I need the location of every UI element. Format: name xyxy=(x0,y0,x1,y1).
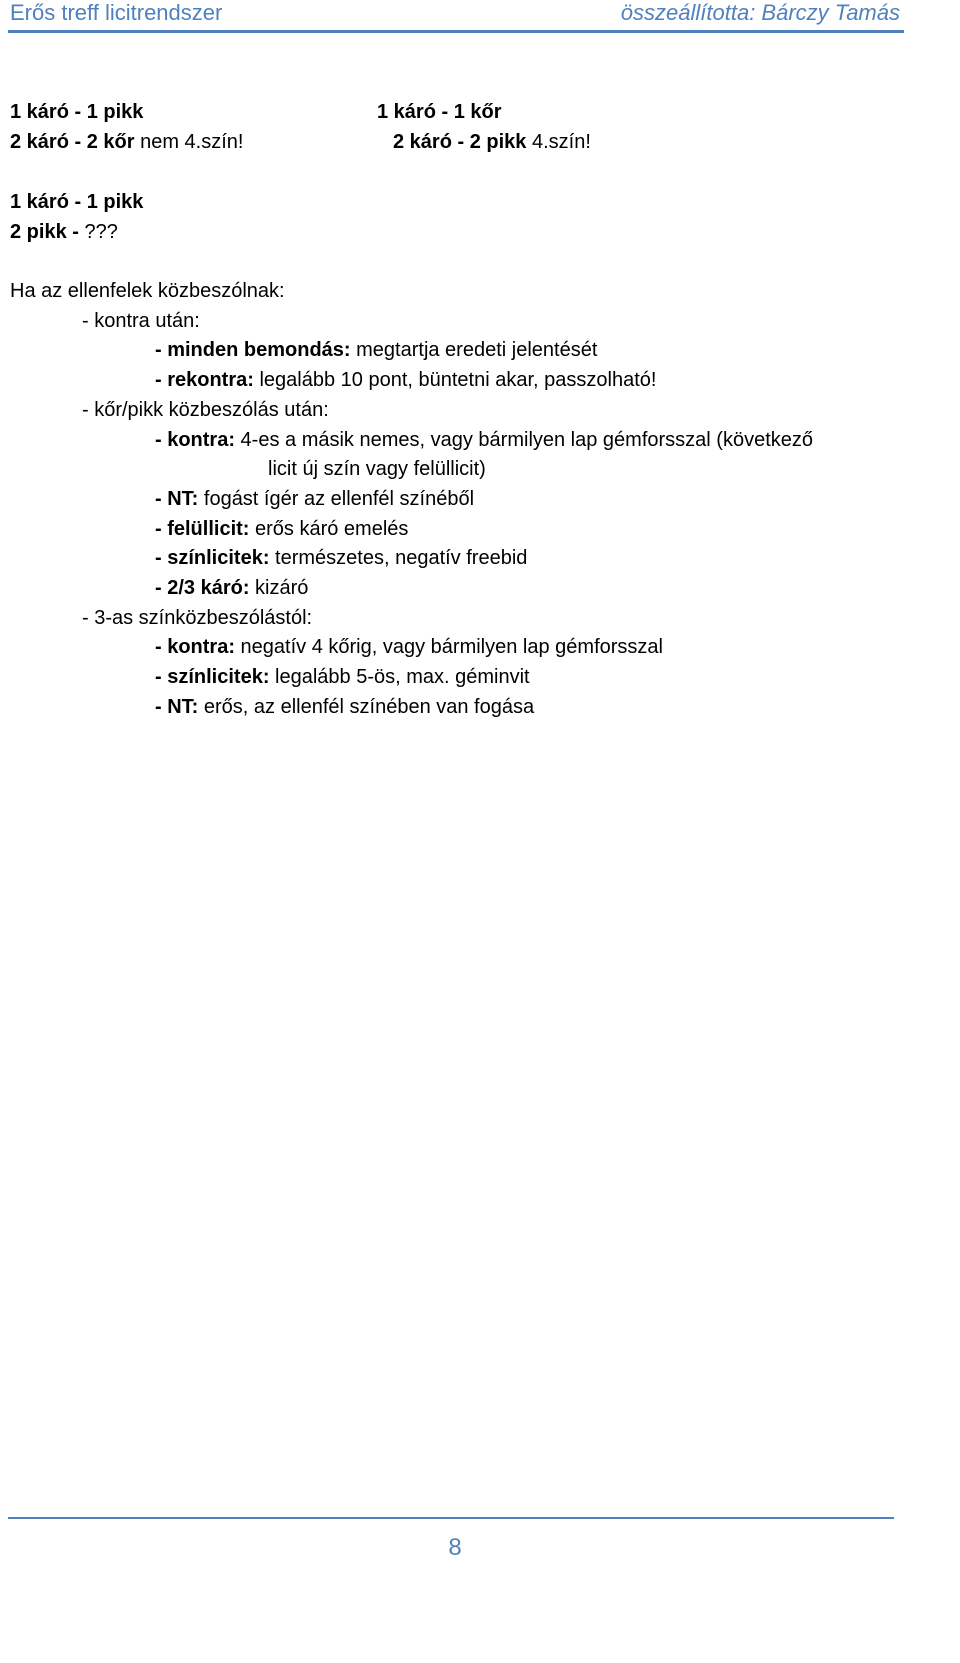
seq3-line1: 1 káró - 1 pikk xyxy=(10,191,144,213)
after-major-item xyxy=(155,487,474,511)
seq2-line1: 1 káró - 1 kőr xyxy=(377,101,502,123)
item-text: 4-es a másik nemes, vagy bármilyen lap gémforsszal (következő xyxy=(235,429,814,451)
document-title: Erős treff licitrendszer xyxy=(10,0,223,25)
after-3level-overcall-title: - 3-as színközbeszólástól: xyxy=(82,607,313,629)
item-label: - 2/3 káró: xyxy=(155,577,250,599)
seq3-line2-note: ??? xyxy=(78,221,118,243)
item-text: természetes, negatív freebid xyxy=(269,547,528,569)
document-author: összeállította: Bárczy Tamás xyxy=(620,0,900,25)
after-double-item xyxy=(155,338,597,362)
item-text: legalább 10 pont, büntetni akar, passzolható! xyxy=(253,369,657,391)
item-text: erős káró emelés xyxy=(249,518,409,540)
item-text: erős, az ellenfél színében van fogása xyxy=(198,696,535,718)
after-double-title: - kontra után: xyxy=(82,310,200,332)
after-double-item xyxy=(155,368,656,392)
seq2-line2-note: 4.szín! xyxy=(526,131,591,153)
item-label: - minden bemondás: xyxy=(155,339,351,361)
seq2-line2 xyxy=(393,130,591,154)
item-label: - kontra: xyxy=(155,636,235,658)
item-label: - kontra: xyxy=(155,429,235,451)
after-major-item xyxy=(155,517,408,541)
interference-intro: Ha az ellenfelek közbeszólnak: xyxy=(10,280,285,302)
item-label: - rekontra: xyxy=(155,369,254,391)
after-major-overcall-title: - kőr/pikk közbeszólás után: xyxy=(82,399,329,421)
seq1-line2-bid: 2 káró - 2 kőr xyxy=(10,131,135,153)
seq1-line1: 1 káró - 1 pikk xyxy=(10,101,144,123)
item-text: negatív 4 kőrig, vagy bármilyen lap gémforsszal xyxy=(235,636,663,658)
item-text: legalább 5-ös, max. géminvit xyxy=(269,666,530,688)
item-label: - színlicitek: xyxy=(155,547,270,569)
after-major-item-continued xyxy=(268,457,486,481)
after-major-item xyxy=(155,428,813,452)
item-text: kizáró xyxy=(249,577,309,599)
after-major-item xyxy=(155,546,527,570)
item-label: - felüllicit: xyxy=(155,518,250,540)
after-major-item xyxy=(155,576,308,600)
item-label: - NT: xyxy=(155,488,199,510)
after-3level-item xyxy=(155,635,663,659)
seq1-line2-note: nem 4.szín! xyxy=(134,131,244,153)
after-3level-item xyxy=(155,665,530,689)
after-3level-item xyxy=(155,695,534,719)
seq1-line2 xyxy=(10,130,243,154)
page-header xyxy=(8,0,904,33)
item-text: licit új szín vagy felüllicit) xyxy=(268,458,486,480)
seq3-line2-bid: 2 pikk - xyxy=(10,221,79,243)
item-text: fogást ígér az ellenfél színéből xyxy=(198,488,475,510)
seq3-line2 xyxy=(10,220,118,244)
page-number: 8 xyxy=(448,1534,462,1561)
item-text: megtartja eredeti jelentését xyxy=(350,339,598,361)
item-label: - színlicitek: xyxy=(155,666,270,688)
seq2-line2-bid: 2 káró - 2 pikk xyxy=(393,131,527,153)
footer-divider xyxy=(8,1517,894,1519)
item-label: - NT: xyxy=(155,696,199,718)
